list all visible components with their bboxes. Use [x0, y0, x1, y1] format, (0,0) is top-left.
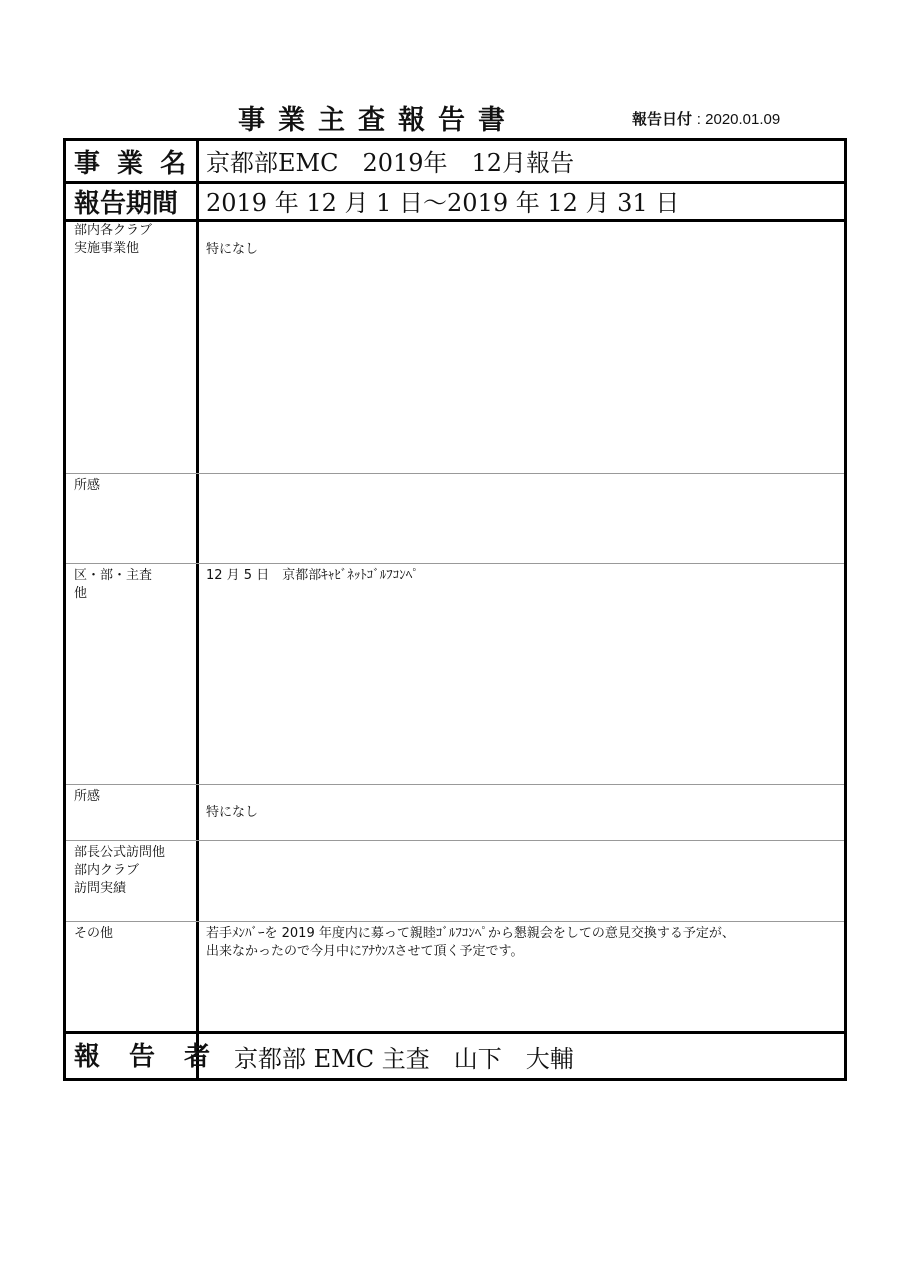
report-date — [632, 108, 780, 129]
project-value: 京都部EMC 2019年 12月報告 — [206, 149, 575, 177]
row-impression-1 — [66, 474, 844, 564]
club-label: 部内各クラブ 実施事業他 — [74, 223, 153, 256]
visit-label: 部長公式訪問他 部内クラブ 訪問実績 — [74, 845, 166, 896]
impression-1-label: 所感 — [74, 478, 101, 493]
period-label: 報告期間 — [74, 189, 179, 219]
row-project — [66, 141, 844, 184]
report-date-value: : 2020.01.09 — [696, 111, 781, 128]
other-value: 若手ﾒﾝﾊﾞｰを 2019 年度内に募って親睦ｺﾞﾙﾌｺﾝﾍﾟから懇親会をしての意見交換する予定が、 出来なかったので今月中にｱﾅｳﾝｽさせて頂く予定です。 — [206, 926, 735, 959]
row-club — [66, 219, 844, 474]
row-reporter — [66, 1034, 844, 1078]
district-label: 区・部・主査 他 — [74, 568, 153, 601]
reporter-value: 京都部 EMC 主査 山下 大輔 — [234, 1045, 574, 1073]
report-date-label: 報告日付 — [632, 110, 693, 128]
page-title: 事業主査報告書 — [238, 105, 518, 136]
row-other — [66, 922, 844, 1034]
impression-2-label: 所感 — [74, 789, 101, 804]
district-value: 12 月 5 日 京都部ｷｬﾋﾞﾈｯﾄｺﾞﾙﾌｺﾝﾍﾟ — [206, 568, 419, 583]
project-label: 事 業 名 — [74, 149, 191, 179]
impression-2-value: 特になし — [206, 805, 259, 820]
period-value: 2019 年 12 月 1 日〜2019 年 12 月 31 日 — [206, 189, 680, 217]
row-visit — [66, 841, 844, 922]
row-impression-2 — [66, 785, 844, 841]
club-value: 特になし — [206, 242, 259, 257]
report-table — [63, 138, 847, 1081]
reporter-label: 報 告 者 — [74, 1042, 221, 1072]
other-label: その他 — [74, 926, 114, 941]
row-district — [66, 564, 844, 785]
row-period — [66, 181, 844, 222]
